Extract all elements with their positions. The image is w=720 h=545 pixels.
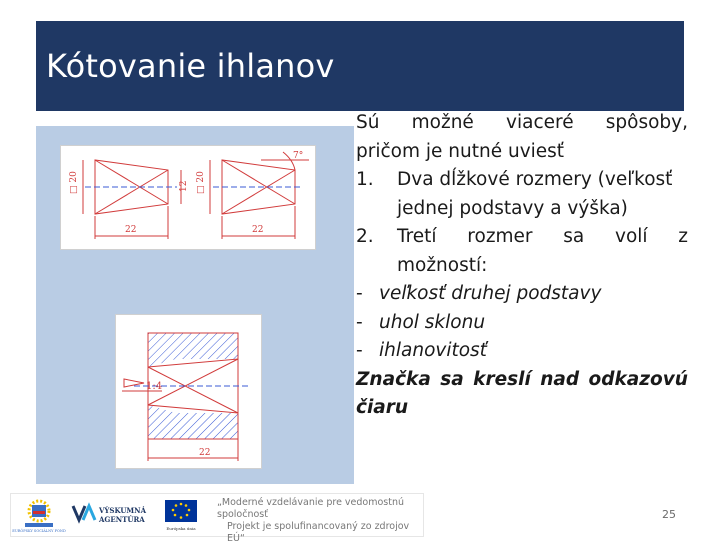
footer-logo-bar	[10, 493, 424, 544]
dim-label: 12	[179, 180, 189, 192]
research-agency-logo	[73, 506, 147, 524]
illustration-panel	[36, 126, 354, 484]
word: spôsoby,	[605, 112, 688, 133]
option-item	[356, 280, 688, 309]
footer-project-text	[217, 497, 417, 545]
note-line-2: čiaru	[356, 397, 409, 418]
dash-bullet: -	[356, 340, 363, 361]
dimension-drawing-2	[116, 315, 261, 468]
svg-text:VÝSKUMNÁ: VÝSKUMNÁ	[99, 506, 147, 515]
note-line	[356, 366, 688, 395]
svg-text:Európska únia: Európska únia	[166, 526, 196, 531]
dim-label: 22	[252, 225, 264, 235]
word: Značka	[356, 368, 431, 390]
option-text: ihlanovitosť	[379, 340, 487, 361]
taper-label: 1:4	[146, 381, 163, 392]
option-text: uhol sklonu	[379, 311, 486, 333]
option-item	[356, 337, 688, 366]
list-item-2	[356, 223, 688, 252]
dash-bullet: -	[356, 311, 363, 333]
word: odkazovú	[588, 368, 688, 390]
svg-text:AGENTÚRA: AGENTÚRA	[99, 515, 145, 524]
footer-text-line: Projekt je spolufinancovaný zo zdrojov EÚ“	[227, 521, 410, 544]
word: nad	[540, 368, 580, 390]
dim-label: 22	[199, 448, 211, 458]
slide-title: Kótovanie ihlanov	[46, 47, 335, 85]
diagonal-line	[95, 160, 168, 204]
drawing-pyramid-dimensions	[60, 145, 316, 250]
word: viaceré	[506, 112, 574, 133]
dim-label: 7°	[293, 151, 304, 161]
slide-body-text	[356, 109, 688, 423]
list-number: 2.	[356, 226, 374, 247]
option-text: veľkosť druhej podstavy	[379, 283, 602, 304]
word: Sú	[356, 112, 380, 133]
title-bar	[36, 21, 684, 111]
dim-label: 22	[125, 225, 137, 235]
word: sa	[563, 226, 585, 247]
list-number: 1.	[356, 169, 374, 190]
word: rozmer	[467, 226, 533, 247]
word: sa	[440, 368, 464, 390]
list-item-text	[397, 223, 688, 252]
intro-line	[356, 109, 688, 138]
svg-text:EURÓPSKY SOCIÁLNY FOND: EURÓPSKY SOCIÁLNY FOND	[12, 529, 66, 533]
diagonal-line	[222, 160, 295, 204]
word: volí	[615, 226, 648, 247]
list-item-text: Dva dĺžkové rozmery (veľkosť	[397, 169, 673, 190]
word: z	[678, 226, 688, 247]
diagonal-line	[95, 170, 168, 214]
option-item	[356, 309, 688, 338]
drawing-pyramid-taper	[115, 314, 262, 469]
word: kreslí	[473, 368, 531, 390]
word: Tretí	[397, 226, 437, 247]
eu-flag-logo	[165, 500, 197, 531]
intro-line-2: pričom je nutné uviesť	[356, 140, 565, 162]
footer-text-line: „Moderné vzdelávanie pre vedomostnú spoločnosť	[217, 497, 405, 520]
word: možné	[411, 112, 474, 133]
dash-bullet: -	[356, 283, 363, 304]
esf-logo	[12, 501, 66, 533]
page-number: 25	[662, 508, 676, 521]
diagonal-line	[222, 170, 295, 214]
list-item-1-continued: jednej podstavy a výška)	[397, 197, 628, 219]
list-item-1	[356, 166, 688, 195]
dim-label: □ 20	[69, 171, 79, 194]
dim-label: □ 20	[196, 171, 206, 194]
dimension-drawing-1	[61, 146, 315, 249]
list-item-2-continued: možností:	[397, 254, 488, 276]
